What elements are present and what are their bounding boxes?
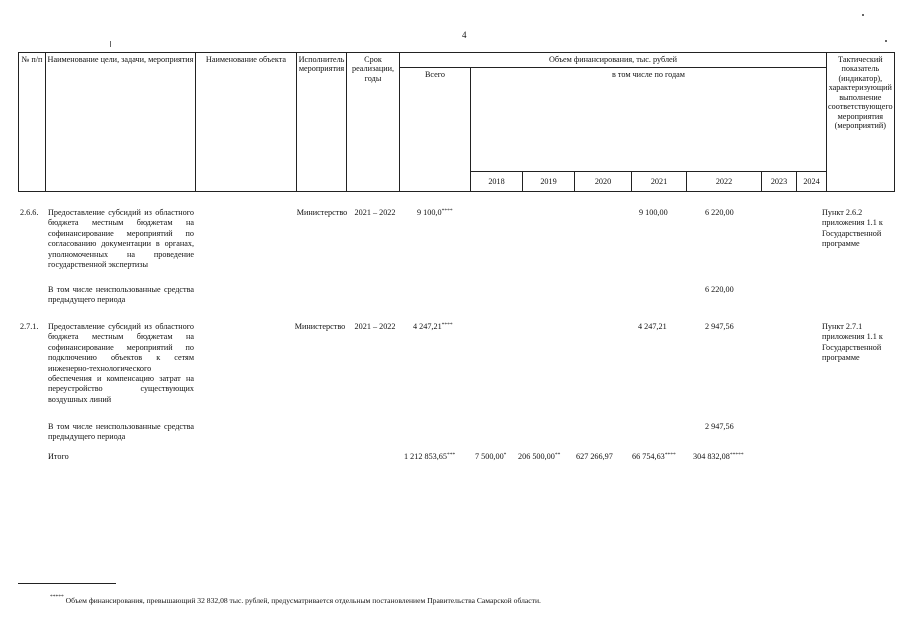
table-header [18, 52, 895, 192]
row-executor: Министерство [294, 322, 346, 331]
col-executor-header: Исполнитель мероприятия [297, 53, 347, 192]
year-2019-header: 2019 [523, 172, 575, 192]
col-total-header: Всего [400, 68, 471, 192]
page-number: 4 [462, 30, 467, 40]
totals-2018-mark: * [503, 452, 507, 458]
year-2022-header: 2022 [687, 172, 762, 192]
footnote-mark: ***** [50, 594, 64, 600]
row-indicator: Пункт 2.6.2 приложения 1.1 к Государственной программе [822, 208, 883, 249]
totals-2021-mark: **** [664, 452, 676, 458]
totals-2022-value: 304 832,08 [693, 452, 730, 461]
row-sub-2022-value: 2 947,56 [705, 422, 734, 431]
totals-total-mark: *** [446, 452, 456, 458]
row-total-value: 4 247,21 [413, 322, 442, 331]
row-sub-label: В том числе неиспользованные средства предыдущего периода [48, 285, 194, 305]
row-name: Предоставление субсидий из областного бюджета местным бюджетам на софинансирование мероприятий по согласованию документации в органах, уполномоченных на проведение государственной экспертизы [48, 208, 194, 270]
row-2021-value: 9 100,00 [639, 208, 668, 217]
totals-total-value: 1 212 853,65 [404, 452, 447, 461]
year-2023-header: 2023 [762, 172, 797, 192]
year-2024-header: 2024 [797, 172, 827, 192]
row-name: Предоставление субсидий из областного бюджета местным бюджетам на софинансирование мероприятий по подключению объектов к сетям инженерно-технологического обеспечения и компенсацию затрат на переустройство существующих воздушных линий [48, 322, 194, 404]
col-by-years-header: в том числе по годам [471, 68, 827, 172]
totals-2020: 627 266,97 [576, 452, 613, 461]
scan-speck [885, 40, 887, 42]
row-sub-2022-value: 6 220,00 [705, 285, 734, 294]
year-2020-header: 2020 [575, 172, 632, 192]
totals-2019 [518, 452, 560, 462]
row-2021-value: 4 247,21 [638, 322, 667, 331]
col-indicator-header: Тактический показатель (индикатор), характеризующий выполнение соответствующего мероприятия (мероприятий) [827, 53, 895, 192]
totals-2021 [632, 452, 676, 462]
row-2022-value: 6 220,00 [705, 208, 734, 217]
row-period: 2021 – 2022 [354, 208, 396, 217]
totals-2022 [693, 452, 744, 462]
totals-2018 [475, 452, 506, 462]
row-total-footnote-mark: **** [441, 208, 453, 214]
totals-2019-mark: ** [554, 452, 561, 458]
year-2021-header: 2021 [632, 172, 687, 192]
col-num-header: № п/п [19, 53, 46, 192]
row-period: 2021 – 2022 [354, 322, 396, 331]
col-object-header: Наименование объекта [196, 53, 297, 192]
row-2022-value: 2 947,56 [705, 322, 734, 331]
row-total-value: 9 100,0 [417, 208, 442, 217]
totals-total [404, 452, 455, 462]
col-period-header: Срок реализации, годы [347, 53, 400, 192]
totals-2018-value: 7 500,00 [475, 452, 504, 461]
row-executor: Министерство [296, 208, 348, 217]
row-indicator: Пункт 2.7.1 приложения 1.1 к Государственной программе [822, 322, 883, 363]
row-number: 2.6.6. [20, 208, 39, 217]
footnote-separator [18, 583, 116, 584]
row-number: 2.7.1. [20, 322, 39, 331]
col-name-header: Наименование цели, задачи, мероприятия [46, 53, 196, 192]
scan-speck [110, 41, 111, 47]
totals-label: Итого [48, 452, 69, 461]
scan-speck [862, 14, 864, 16]
col-funding-header: Объем финансирования, тыс. рублей [400, 53, 827, 68]
totals-2019-value: 206 500,00 [518, 452, 555, 461]
totals-2021-value: 66 754,63 [632, 452, 665, 461]
footnote [50, 596, 541, 605]
totals-2022-mark: ***** [729, 452, 744, 458]
row-sub-label: В том числе неиспользованные средства предыдущего периода [48, 422, 194, 442]
footnote-text: Объем финансирования, превышающий 32 832,08 тыс. рублей, предусматривается отдельным постановлением Правительства Самарской области. [65, 596, 541, 605]
row-total-footnote-mark: **** [441, 322, 453, 328]
row-total [417, 208, 453, 218]
row-total [413, 322, 453, 332]
year-2018-header: 2018 [471, 172, 523, 192]
